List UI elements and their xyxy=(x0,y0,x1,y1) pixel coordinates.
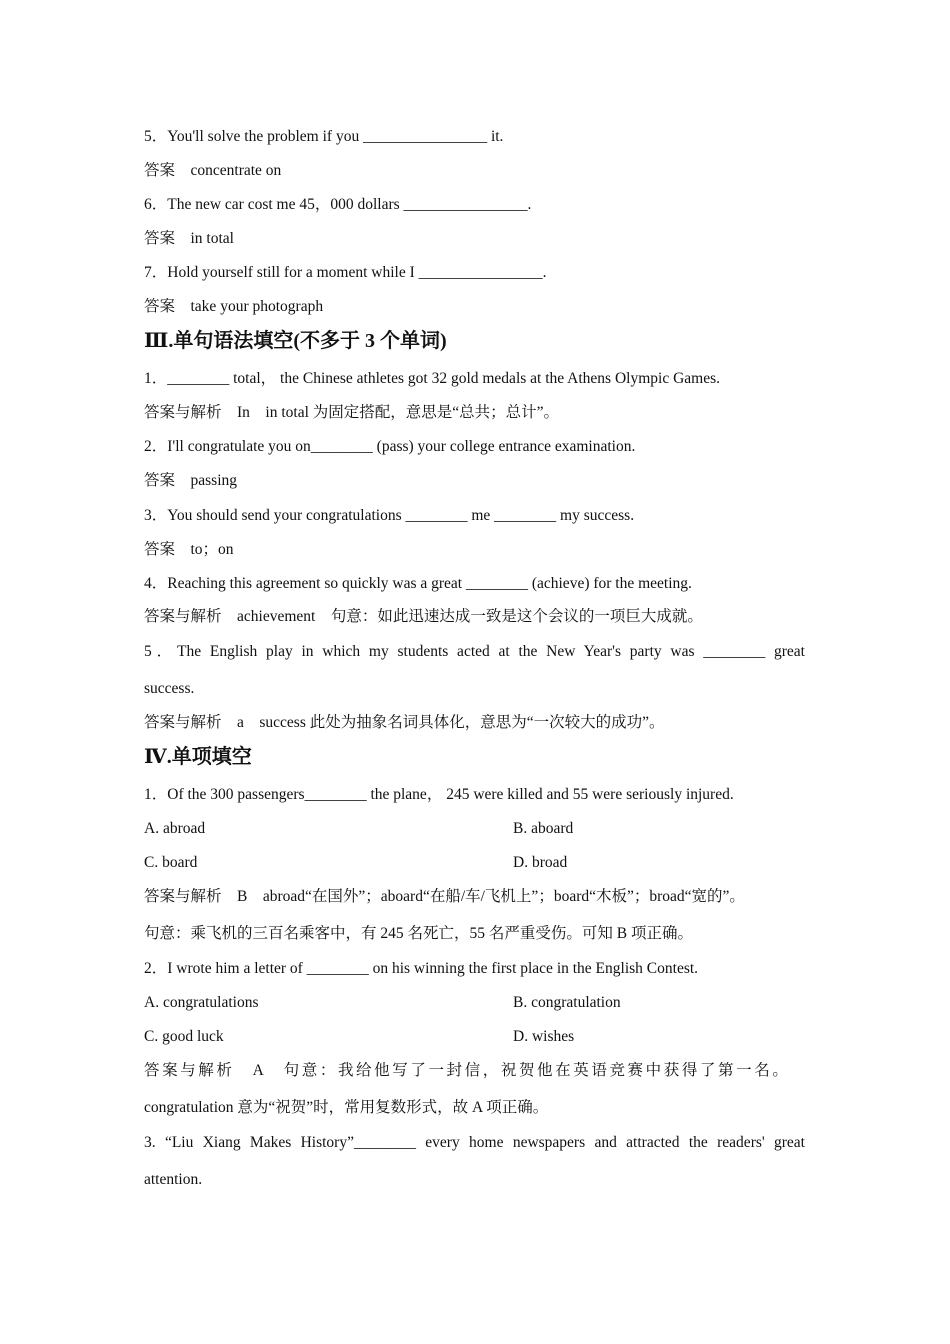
s4-q1-option-a: A. abroad xyxy=(144,820,206,837)
s3-question-1: 1．________ total， the Chinese athletes got 32 gold medals at the Athens Olympic Games. xyxy=(144,370,720,387)
s4-q1-option-c: C. board xyxy=(144,854,198,871)
section-4-heading: Ⅳ.单项填空 xyxy=(144,746,252,768)
s4-question-2: 2．I wrote him a letter of ________ on his winning the first place in the English Contest. xyxy=(144,960,699,977)
s3-answer-3: 答案 to；on xyxy=(144,541,234,558)
s3-question-5-line1: 5．The English play in which my students acted at the New Year's party was ________ great xyxy=(144,643,805,660)
s4-question-3-line2: attention. xyxy=(144,1171,203,1188)
s4-q2-option-c: C. good luck xyxy=(144,1028,224,1045)
s4-question-3-line1: 3. “Liu Xiang Makes History”________ every home newspapers and attracted the readers' great xyxy=(144,1134,805,1151)
s4-q2-option-d: D. wishes xyxy=(513,1028,575,1045)
s3-answer-5: 答案与解析 a success 此处为抽象名词具体化，意思为“一次较大的成功”。 xyxy=(144,714,665,731)
s4-answer-1-line2: 句意：乘飞机的三百名乘客中，有 245 名死亡，55 名严重受伤。可知 B 项正确。 xyxy=(144,925,693,942)
s3-answer-1: 答案与解析 In in total 为固定搭配，意思是“总共；总计”。 xyxy=(144,404,560,421)
answer-7: 答案 take your photograph xyxy=(144,298,324,315)
s3-answer-4: 答案与解析 achievement 句意：如此迅速达成一致是这个会议的一项巨大成就。 xyxy=(144,608,703,625)
section-3-heading: Ⅲ.单句语法填空(不多于 3 个单词) xyxy=(144,330,447,352)
s4-answer-2-line1: 答案与解析 A 句意：我给他写了一封信，祝贺他在英语竞赛中获得了第一名。 xyxy=(144,1062,791,1079)
answer-5: 答案 concentrate on xyxy=(144,162,282,179)
s4-answer-2-line2: congratulation 意为“祝贺”时，常用复数形式，故 A 项正确。 xyxy=(144,1099,549,1116)
s4-q2-option-a: A. congratulations xyxy=(144,994,259,1011)
question-5: 5．You'll solve the problem if you ________________ it. xyxy=(144,128,504,145)
answer-6: 答案 in total xyxy=(144,230,234,247)
question-6: 6．The new car cost me 45，000 dollars ________________. xyxy=(144,196,532,213)
s4-q2-option-b: B. congratulation xyxy=(513,994,621,1011)
s4-question-1: 1．Of the 300 passengers________ the plane， 245 were killed and 55 were seriously injured. xyxy=(144,786,734,803)
s3-question-2: 2．I'll congratulate you on________ (pass) your college entrance examination. xyxy=(144,438,636,455)
s4-q1-option-b: B. aboard xyxy=(513,820,574,837)
s4-answer-1-line1: 答案与解析 B abroad“在国外”；aboard“在船/车/飞机上”；board“木板”；broad“宽的”。 xyxy=(144,888,745,905)
s3-question-4: 4．Reaching this agreement so quickly was a great ________ (achieve) for the meeting. xyxy=(144,575,692,592)
s3-question-3: 3．You should send your congratulations ________ me ________ my success. xyxy=(144,507,635,524)
s4-q1-option-d: D. broad xyxy=(513,854,568,871)
s3-answer-2: 答案 passing xyxy=(144,472,238,489)
question-7: 7．Hold yourself still for a moment while I ________________. xyxy=(144,264,547,281)
s3-question-5-line2: success. xyxy=(144,680,195,697)
